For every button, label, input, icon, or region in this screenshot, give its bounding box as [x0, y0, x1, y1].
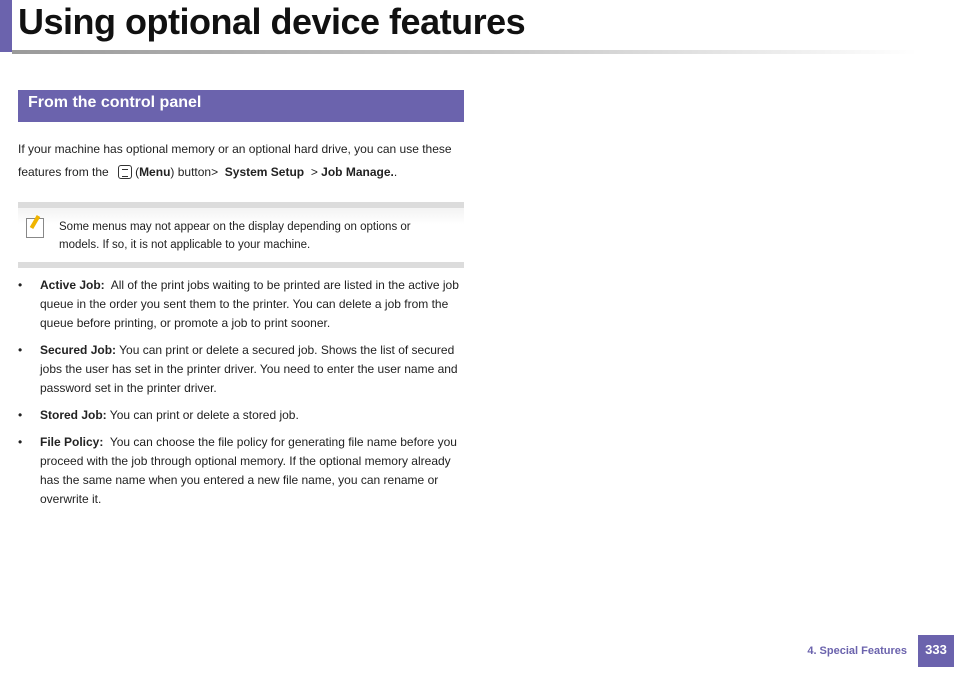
menu-button-icon [118, 165, 132, 179]
item-desc: You can print or delete a stored job. [109, 408, 299, 422]
page-title: Using optional device features [18, 1, 526, 42]
item-desc: You can choose the file policy for generating file name before you proceed with the job through optional memory. If the optional memory already has the same name when you entered a new file name, you can rename or overwrite it. [40, 435, 457, 506]
item-term: File Policy: [40, 435, 104, 449]
menu-label: Menu [139, 165, 171, 179]
title-divider [12, 50, 917, 54]
page-number: 333 [918, 635, 954, 667]
intro-paragraph [18, 138, 464, 184]
note-box [18, 202, 464, 268]
item-term: Secured Job: [40, 343, 117, 357]
bullet: • [18, 408, 23, 422]
menu-open-paren: ( [135, 165, 140, 179]
footer-chapter-label: 4. Special Features [807, 645, 907, 657]
list-item-secured-job [18, 341, 464, 398]
intro-end: . [393, 165, 398, 179]
item-desc: You can print or delete a secured job. Shows the list of secured jobs the user has set in the printer driver. You need to enter the user name and password set in the printer driver. [40, 343, 458, 395]
bullet: • [18, 278, 23, 292]
list-item-file-policy [18, 433, 464, 509]
note-text: Some menus may not appear on the display depending on options or models. If so, it is not applicable to your machine. [59, 221, 411, 251]
menu-path-system-setup: System Setup [224, 165, 305, 179]
item-term: Active Job: [40, 278, 105, 292]
title-accent-bar [0, 0, 12, 52]
note-pencil-icon [26, 218, 44, 238]
menu-close-text: ) button> [170, 165, 219, 179]
menu-path-job-manage: Job Manage. [321, 165, 394, 179]
bullet: • [18, 435, 23, 449]
item-desc: All of the print jobs waiting to be printed are listed in the active job queue in the order you sent them to the printer. You can delete a job from the queue before printing, or promote a job to print sooner. [40, 278, 459, 330]
feature-list [18, 276, 464, 517]
menu-path-separator: > [310, 165, 318, 179]
list-item-active-job [18, 276, 464, 333]
bullet: • [18, 343, 23, 357]
item-term: Stored Job: [40, 408, 107, 422]
intro-text: If your machine has optional memory or an optional hard drive, you can use these features from the [18, 142, 452, 179]
list-item-stored-job [18, 406, 464, 425]
section-header: From the control panel [18, 90, 464, 122]
